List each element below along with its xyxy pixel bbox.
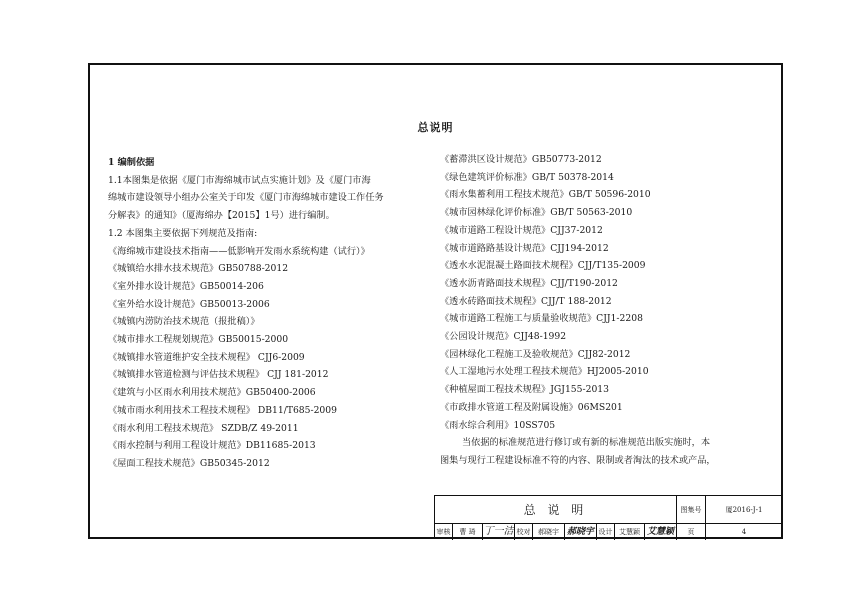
text-line: 《建筑与小区雨水利用技术规范》GB50400-2006 — [108, 387, 316, 399]
reviewer-name: 曹 琦 — [453, 524, 483, 540]
text-line: 《屋面工程技术规范》GB50345-2012 — [108, 457, 270, 469]
title-block-row-1 — [435, 496, 781, 524]
text-line: 《透水砖路面技术规程》CJJ/T 188-2012 — [440, 295, 612, 307]
text-line: 《雨水利用工程技术规范》 SZDB/Z 49-2011 — [108, 422, 299, 434]
text-line: 图集与现行工程建设标准不符的内容、限制或者淘汰的技术或产品， — [440, 454, 716, 466]
page-label: 页 — [677, 524, 706, 540]
section-heading: 1 编制依据 — [108, 157, 155, 168]
text-line: 《城镇排水管道检测与评估技术规程》 CJJ 181-2012 — [108, 369, 329, 381]
text-line: 1.2 本图集主要依据下列规范及指南: — [108, 227, 258, 239]
text-line: 《蓄滞洪区设计规范》GB50773-2012 — [440, 154, 602, 165]
left-column — [108, 154, 438, 473]
text-line: 《市政排水管道工程及附属设施》06MS201 — [440, 401, 623, 413]
designer-signature: 艾慧颖 — [645, 524, 677, 540]
text-line: 《绿色建筑评价标准》GB/T 50378-2014 — [440, 171, 614, 183]
text-line: 《人工湿地污水处理工程技术规范》HJ2005-2010 — [440, 366, 649, 378]
text-line: 《城镇排水管道维护安全技术规程》 CJJ6-2009 — [108, 351, 305, 363]
text-line: 《城市道路路基设计规范》CJJ194-2012 — [440, 242, 609, 254]
text-line: 《透水水泥混凝土路面技术规程》CJJ/T135-2009 — [440, 260, 646, 272]
checker-name: 郝晓宇 — [533, 524, 565, 540]
title-block-row-2 — [435, 524, 781, 540]
check-label: 校对 — [515, 524, 533, 540]
right-column — [440, 151, 770, 470]
text-line: 《城市道路工程设计规范》CJJ37-2012 — [440, 224, 603, 236]
text-line: 《种植屋面工程技术规程》JGJ155-2013 — [440, 384, 609, 396]
drawing-sheet — [88, 63, 783, 539]
design-label: 设计 — [597, 524, 615, 540]
text-line: 《海绵城市建设技术指南——低影响开发雨水系统构建（试行）》 — [108, 245, 370, 257]
review-label: 审核 — [435, 524, 453, 540]
text-line: 《园林绿化工程施工及验收规范》CJJ82-2012 — [440, 348, 631, 360]
page-title: 总说明 — [417, 121, 454, 134]
text-line: 分解表》的通知》（厦海绵办【2015】1号）进行编制。 — [108, 210, 335, 222]
atlas-no: 厦2016-J-1 — [725, 506, 763, 514]
checker-signature: 郝晓宇 — [565, 524, 597, 540]
title-block — [434, 495, 781, 539]
text-line: 《室外排水设计规范》GB50014-206 — [108, 280, 264, 292]
text-line: 《雨水综合利用》10SS705 — [440, 419, 556, 431]
text-line: 绵城市建设领导小组办公室关于印发《厦门市海绵城市建设工作任务 — [108, 192, 384, 204]
text-line: 《城镇给水排水技术规范》GB50788-2012 — [108, 263, 289, 275]
text-line: 《城镇内涝防治技术规范（报批稿）》 — [108, 316, 260, 328]
text-line: 《城市排水工程规划规范》GB50015-2000 — [108, 334, 289, 346]
text-line: 《公园设计规范》CJJ48-1992 — [440, 331, 567, 343]
title-block-main-title: 总 说 明 — [435, 496, 677, 523]
text-line: 《透水沥青路面技术规程》CJJ/T190-2012 — [440, 277, 618, 289]
text-line: 当依据的标准规范进行修订或有新的标准规范出版实施时，本 — [462, 437, 711, 449]
reviewer-signature: 丁一洁 — [483, 524, 515, 540]
designer-name: 艾慧颖 — [615, 524, 645, 540]
atlas-no-label: 图集号 — [677, 496, 706, 523]
text-line: 《室外给水设计规范》GB50013-2006 — [108, 298, 270, 310]
text-line: 《雨水集蓄利用工程技术规范》GB/T 50596-2010 — [440, 189, 651, 201]
text-line: 《城市雨水利用技术工程技术规程》 DB11/T685-2009 — [108, 404, 337, 416]
text-line: 《雨水控制与利用工程设计规范》DB11685-2013 — [108, 440, 316, 452]
text-line: 《城市园林绿化评价标准》GB/T 50563-2010 — [440, 207, 633, 219]
text-line: 1.1本图集是依据《厦门市海绵城市试点实施计划》及《厦门市海 — [108, 174, 371, 186]
text-line: 《城市道路工程施工与质量验收规范》CJJ1-2208 — [440, 313, 643, 325]
page-number: 4 — [741, 528, 747, 536]
